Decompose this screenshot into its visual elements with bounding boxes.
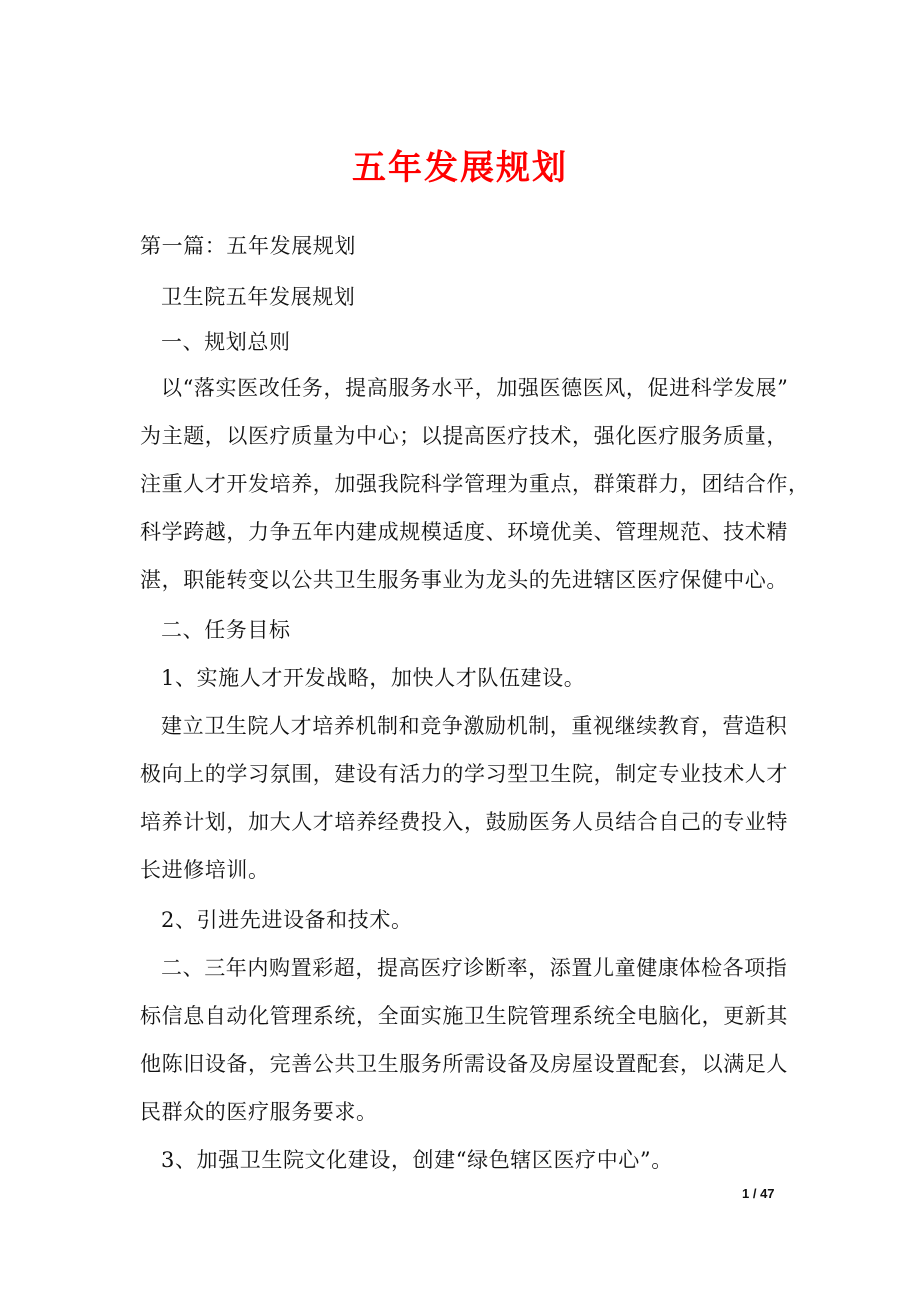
paragraph-line: 培养计划，加大人才培养经费投入，鼓励医务人员结合自己的专业特 bbox=[140, 810, 788, 834]
paragraph-line: 长进修培训。 bbox=[140, 858, 270, 882]
page-number: 1 / 47 bbox=[742, 1186, 775, 1201]
heading-task-goals: 二、任务目标 bbox=[161, 618, 291, 642]
heading-general-principles: 一、规划总则 bbox=[161, 330, 291, 354]
paragraph-line: 民群众的医疗服务要求。 bbox=[140, 1100, 378, 1124]
list-item-equipment: 2、引进先进设备和技术。 bbox=[161, 908, 413, 932]
subtitle-clinic-plan: 卫生院五年发展规划 bbox=[161, 285, 356, 309]
paragraph-line: 以“落实医改任务，提高服务水平，加强医德医风，促进科学发展” bbox=[161, 376, 789, 400]
paragraph-line: 他陈旧设备，完善公共卫生服务所需设备及房屋设置配套，以满足人 bbox=[140, 1052, 788, 1076]
paragraph-line: 为主题，以医疗质量为中心；以提高医疗技术，强化医疗服务质量， bbox=[140, 424, 788, 448]
paragraph-line: 二、三年内购置彩超，提高医疗诊断率，添置儿童健康体检各项指 bbox=[161, 956, 788, 980]
paragraph-line: 建立卫生院人才培养机制和竞争激励机制，重视继续教育，营造积 bbox=[161, 714, 788, 738]
list-item-talent-strategy: 1、实施人才开发战略，加快人才队伍建设。 bbox=[161, 666, 586, 690]
document-title: 五年发展规划 bbox=[352, 148, 568, 188]
section-heading-part-one: 第一篇：五年发展规划 bbox=[140, 234, 356, 258]
paragraph-line: 科学跨越，力争五年内建成规模适度、环境优美、管理规范、技术精 bbox=[140, 520, 788, 544]
list-item-culture: 3、加强卫生院文化建设，创建“绿色辖区医疗中心”。 bbox=[161, 1148, 673, 1172]
paragraph-line: 湛，职能转变以公共卫生服务事业为龙头的先进辖区医疗保健中心。 bbox=[140, 568, 788, 592]
paragraph-line: 标信息自动化管理系统，全面实施卫生院管理系统全电脑化，更新其 bbox=[140, 1004, 788, 1028]
paragraph-line: 注重人才开发培养，加强我院科学管理为重点，群策群力，团结合作， bbox=[140, 472, 810, 496]
paragraph-line: 极向上的学习氛围，建设有活力的学习型卫生院，制定专业技术人才 bbox=[140, 762, 788, 786]
